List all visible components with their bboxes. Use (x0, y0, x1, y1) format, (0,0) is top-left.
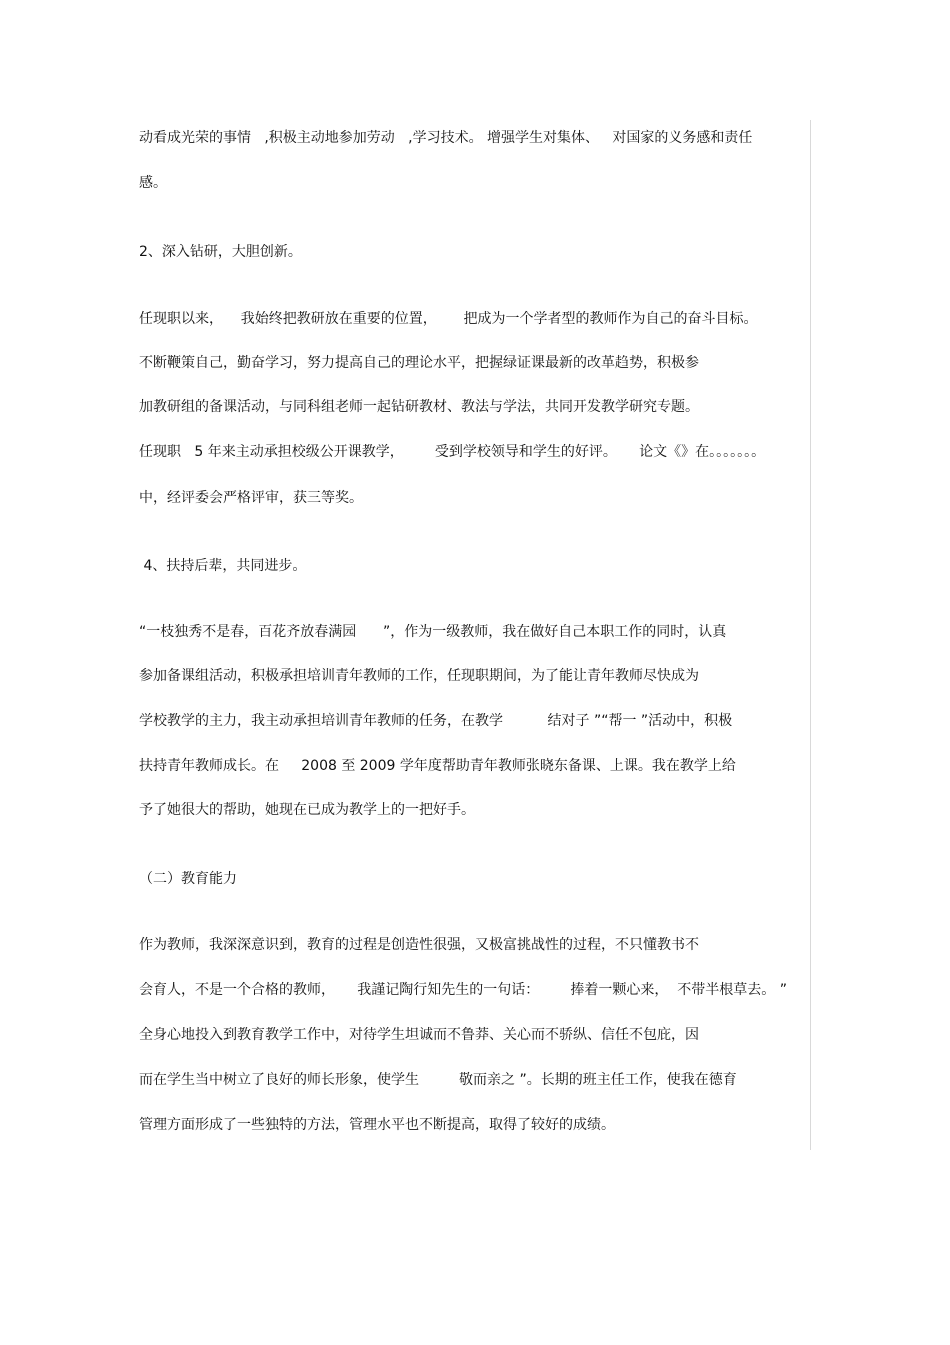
body-line: 动看成光荣的事情 ,积极主动地参加劳动 ,学习技术。 增强学生对集体、 对国家的义务感和责任 (139, 130, 753, 146)
body-line: 任现职 5 年来主动承担校级公开课教学， 受到学校领导和学生的好评。 论文《》在。。。。。。。 (139, 444, 766, 460)
body-line: 扶持青年教师成长。在 2008 至 2009 学年度帮助青年教师张晓东备课、上课。我在教学上给 (139, 758, 736, 774)
body-line: 中，经评委会严格评审，获三等奖。 (139, 490, 363, 506)
body-line: “一枝独秀不是春，百花齐放春满园 ”，作为一级教师，我在做好自己本职工作的同时，认真 (139, 624, 727, 640)
body-line: 作为教师，我深深意识到，教育的过程是创造性很强，又极富挑战性的过程，不只懂教书不 (139, 937, 699, 953)
section-heading: 4、扶持后辈，共同进步。 (139, 558, 307, 574)
body-line: 会育人，不是一个合格的教师， 我謹记陶行知先生的一句话： 捧着一颗心来， 不带半根草去。 ” (139, 982, 788, 998)
body-line: 学校教学的主力，我主动承担培训青年教师的任务，在教学 结对子 ”“帮一 ”活动中，积极 (139, 713, 733, 729)
body-line: 加教研组的备课活动，与同科组老师一起钻研教材、教法与学法，共同开发教学研究专题。 (139, 399, 699, 415)
section-heading: （二）教育能力 (139, 871, 237, 887)
body-line: 管理方面形成了一些独特的方法，管理水平也不断提高，取得了较好的成绩。 (139, 1117, 615, 1133)
body-line: 予了她很大的帮助，她现在已成为教学上的一把好手。 (139, 802, 475, 818)
body-line: 感。 (139, 175, 167, 191)
body-line: 不断鞭策自己，勤奋学习，努力提高自己的理论水平，把握绿证课最新的改革趋势，积极参 (139, 355, 699, 371)
body-line: 全身心地投入到教育教学工作中，对待学生坦诚而不鲁莽、关心而不骄纵、信任不包庇，因 (139, 1027, 699, 1043)
section-heading: 2、深入钻研，大胆创新。 (139, 244, 302, 260)
body-line: 任现职以来， 我始终把教研放在重要的位置， 把成为一个学者型的教师作为自己的奋斗目标。 (139, 311, 758, 327)
body-line: 参加备课组活动，积极承担培训青年教师的工作，任现职期间，为了能让青年教师尽快成为 (139, 668, 699, 684)
page-edge-rule (810, 120, 811, 1150)
body-line: 而在学生当中树立了良好的师长形象，使学生 敬而亲之 ”。长期的班主任工作，使我在德育 (139, 1072, 737, 1088)
